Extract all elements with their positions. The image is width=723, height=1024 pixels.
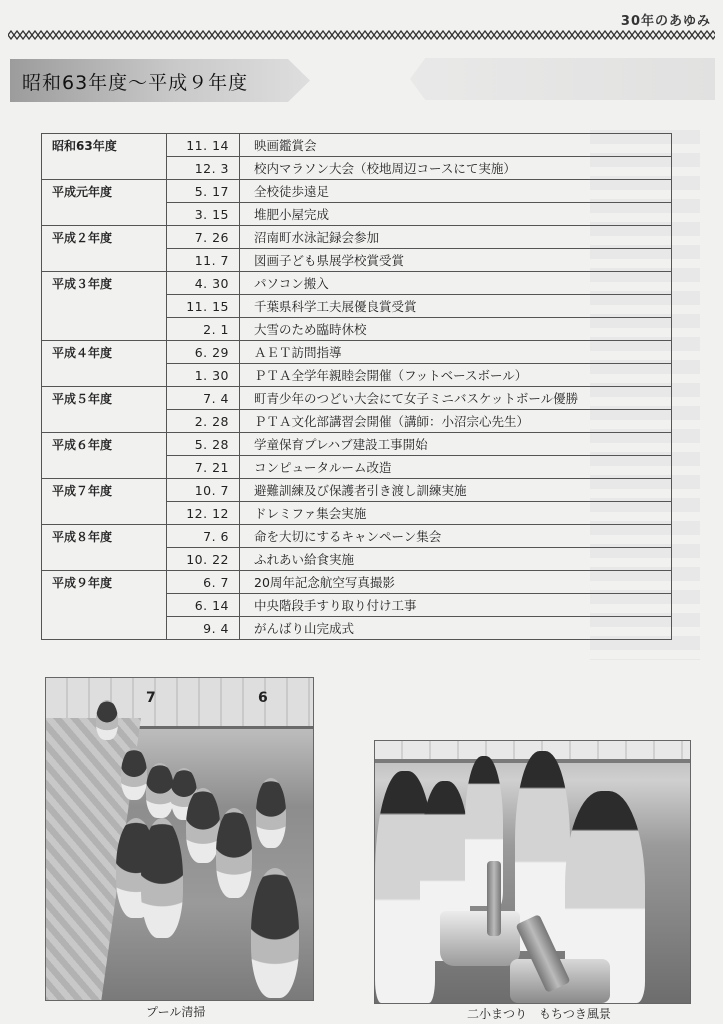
section-banner [10,59,310,102]
event-cell: 避難訓練及び保護者引き渡し訓練実施 [240,479,672,502]
date-cell: 3. 15 [167,203,240,226]
date-cell: 11. 15 [167,295,240,318]
event-cell: コンピュータルーム改造 [240,456,672,479]
table-row [42,134,672,157]
date-cell: 12. 12 [167,502,240,525]
table-row [42,433,672,456]
lane-number: 6 [258,690,268,706]
event-cell: 堆肥小屋完成 [240,203,672,226]
year-cell: 平成９年度 [42,571,167,594]
page-header: 30年のあゆみ [620,14,711,29]
table-row [42,456,672,479]
event-cell: 20周年記念航空写真撮影 [240,571,672,594]
year-cell [42,295,167,318]
table-row [42,226,672,249]
year-cell [42,548,167,571]
date-cell: 6. 29 [167,341,240,364]
table-row [42,318,672,341]
table-row [42,525,672,548]
table-row [42,617,672,640]
date-cell: 2. 1 [167,318,240,341]
year-cell [42,502,167,525]
table-row [42,410,672,433]
table-row [42,157,672,180]
date-cell: 10. 22 [167,548,240,571]
event-cell: 命を大切にするキャンペーン集会 [240,525,672,548]
year-cell: 平成元年度 [42,180,167,203]
pool-cleaning-photo [45,677,314,1001]
table-row [42,295,672,318]
child-figure [141,818,183,938]
year-cell: 平成７年度 [42,479,167,502]
event-cell: 千葉県科学工夫展優良賞受賞 [240,295,672,318]
table-row [42,571,672,594]
year-cell [42,617,167,640]
year-cell: 平成６年度 [42,433,167,456]
child-figure [96,700,118,740]
child-figure [216,808,252,898]
year-cell [42,364,167,387]
event-cell: 校内マラソン大会（校地周辺コースにて実施） [240,157,672,180]
steam-pot [440,911,520,966]
event-cell: 映画鑑賞会 [240,134,672,157]
lane-number: 7 [146,690,156,706]
bleed-through-banner [410,58,715,100]
event-cell: 中央階段手すり取り付け工事 [240,594,672,617]
child-figure [256,778,286,848]
year-cell: 平成２年度 [42,226,167,249]
child-figure [121,748,147,800]
year-cell: 平成８年度 [42,525,167,548]
date-cell: 5. 28 [167,433,240,456]
event-cell: 全校徒歩遠足 [240,180,672,203]
table-row [42,479,672,502]
year-cell [42,456,167,479]
date-cell: 11. 14 [167,134,240,157]
table-row [42,502,672,525]
decorative-border [8,30,715,40]
events-table [41,133,672,640]
year-cell: 昭和63年度 [42,134,167,157]
date-cell: 4. 30 [167,272,240,295]
date-cell: 2. 28 [167,410,240,433]
event-cell: ＰＴＡ文化部講習会開催（講師：小沼宗心先生） [240,410,672,433]
table-row [42,594,672,617]
date-cell: 11. 7 [167,249,240,272]
section-title: 昭和63年度〜平成９年度 [22,72,249,94]
event-cell: ＰＴＡ全学年親睦会開催（フットベースボール） [240,364,672,387]
date-cell: 12. 3 [167,157,240,180]
table-row [42,203,672,226]
date-cell: 7. 6 [167,525,240,548]
pestle-kine [487,861,501,936]
table-row [42,341,672,364]
year-cell [42,249,167,272]
event-cell: ドレミファ集会実施 [240,502,672,525]
event-cell: 図画子ども県展学校賞受賞 [240,249,672,272]
child-figure [186,788,220,863]
date-cell: 1. 30 [167,364,240,387]
year-cell [42,203,167,226]
year-cell: 平成５年度 [42,387,167,410]
event-cell: パソコン搬入 [240,272,672,295]
date-cell: 6. 14 [167,594,240,617]
date-cell: 9. 4 [167,617,240,640]
table-row [42,272,672,295]
event-cell: 学童保育プレハブ建設工事開始 [240,433,672,456]
year-cell: 平成４年度 [42,341,167,364]
year-cell [42,410,167,433]
year-cell [42,594,167,617]
date-cell: 7. 26 [167,226,240,249]
mochitsuki-photo-caption: 二小まつり もちつき風景 [467,1007,611,1021]
year-cell: 平成３年度 [42,272,167,295]
date-cell: 6. 7 [167,571,240,594]
table-row [42,180,672,203]
table-row [42,364,672,387]
event-cell: 町青少年のつどい大会にて女子ミニバスケットボール優勝 [240,387,672,410]
table-row [42,387,672,410]
event-cell: ふれあい給食実施 [240,548,672,571]
table-row [42,548,672,571]
child-figure [251,868,299,998]
event-cell: 沼南町水泳記録会参加 [240,226,672,249]
date-cell: 5. 17 [167,180,240,203]
date-cell: 7. 4 [167,387,240,410]
mochitsuki-photo [374,740,691,1004]
year-cell [42,157,167,180]
event-cell: 大雪のため臨時休校 [240,318,672,341]
year-cell [42,318,167,341]
child-figure [146,763,174,818]
table-row [42,249,672,272]
date-cell: 7. 21 [167,456,240,479]
date-cell: 10. 7 [167,479,240,502]
event-cell: がんばり山完成式 [240,617,672,640]
pool-photo-caption: プール清掃 [146,1005,206,1019]
event-cell: ＡＥＴ訪問指導 [240,341,672,364]
